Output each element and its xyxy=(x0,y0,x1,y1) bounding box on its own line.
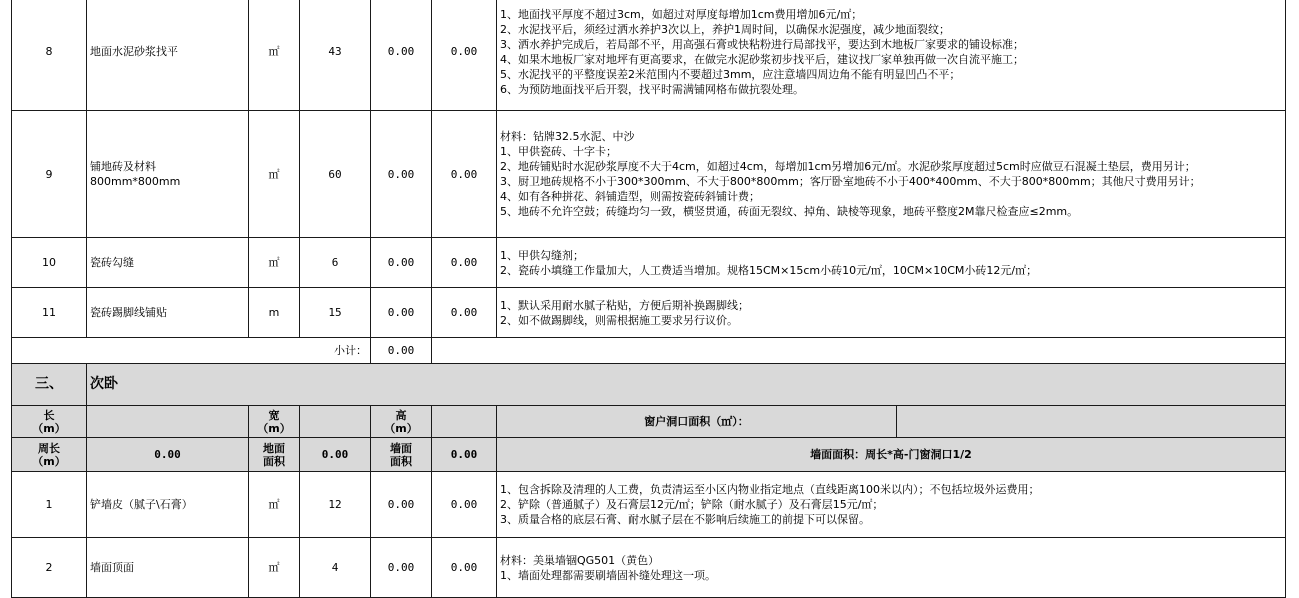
description-line: 1、甲供瓷砖、十字卡； xyxy=(500,145,617,158)
description-line: 1、甲供勾缝剂； xyxy=(500,248,584,262)
label-line: 宽 xyxy=(268,408,280,422)
dimensions-row xyxy=(12,406,1286,438)
description-line: 材料：美巢墙锢QG501（黄色） xyxy=(500,553,660,567)
cell-total[interactable]: 0.00 xyxy=(432,472,497,538)
cell-description[interactable] xyxy=(497,538,1286,598)
label-line: （m） xyxy=(32,421,66,435)
label-line: 长 xyxy=(43,408,55,422)
description-line: 6、为预防地面找平后开裂，找平时需满铺网格布做抗裂处理。 xyxy=(500,82,804,96)
cell-quantity[interactable]: 6 xyxy=(300,238,371,288)
window-area-label[interactable]: 窗户洞口面积（㎡）： xyxy=(497,406,897,438)
table-row xyxy=(12,472,1286,538)
description-line: 1、默认采用耐水腻子粘贴，方便后期补换踢脚线； xyxy=(500,298,749,312)
cell-unit[interactable]: ㎡ xyxy=(249,238,300,288)
cell-item-no[interactable]: 10 xyxy=(12,238,87,288)
cell-unit[interactable]: ㎡ xyxy=(249,111,300,238)
floor-area-label[interactable] xyxy=(249,438,300,472)
label-line: 面积 xyxy=(390,454,412,468)
cell-unit-price[interactable]: 0.00 xyxy=(371,288,432,338)
cell-item-no[interactable]: 8 xyxy=(12,0,87,111)
sheet-body xyxy=(12,0,1286,598)
length-label[interactable] xyxy=(12,406,87,438)
item-name-text: 瓷砖勾缝 xyxy=(90,256,134,269)
label-line: 地面 xyxy=(263,441,285,455)
cell-description[interactable] xyxy=(497,111,1286,238)
table-row xyxy=(12,238,1286,288)
wall-area-value[interactable]: 0.00 xyxy=(432,438,497,472)
width-value[interactable] xyxy=(300,406,371,438)
description-line: 2、如不做踢脚线，则需根据施工要求另行议价。 xyxy=(500,313,738,327)
length-value[interactable] xyxy=(87,406,249,438)
perimeter-label[interactable] xyxy=(12,438,87,472)
cell-item-no[interactable]: 9 xyxy=(12,111,87,238)
label-line: 高 xyxy=(395,408,407,422)
subtotal-label[interactable]: 小计： xyxy=(12,338,371,364)
cell-total[interactable]: 0.00 xyxy=(432,538,497,598)
cell-unit-price[interactable]: 0.00 xyxy=(371,238,432,288)
item-name-text: 铲墙皮（腻子\石膏） xyxy=(90,498,193,511)
cell-unit-price[interactable]: 0.00 xyxy=(371,472,432,538)
section-header-row xyxy=(12,364,1286,406)
subtotal-blank[interactable] xyxy=(432,338,1286,364)
cell-total[interactable]: 0.00 xyxy=(432,0,497,111)
height-label[interactable] xyxy=(371,406,432,438)
cell-unit[interactable]: m xyxy=(249,288,300,338)
description-line: 3、厨卫地砖规格不小于300*300mm、不大于800*800mm；客厅卧室地砖不小于400*400mm、不大于800*800mm；其他尺寸费用另计； xyxy=(500,175,1201,188)
table-row xyxy=(12,111,1286,238)
description-line: 4、如有各种拼花、斜铺造型，则需按瓷砖斜铺计费； xyxy=(500,190,760,203)
quotation-sheet xyxy=(11,0,1286,598)
description-line: 1、地面找平厚度不超过3cm，如超过对厚度每增加1cm费用增加6元/㎡； xyxy=(500,7,863,21)
section-title[interactable]: 次卧 xyxy=(87,364,1286,406)
height-value[interactable] xyxy=(432,406,497,438)
cell-item-name[interactable] xyxy=(87,238,249,288)
description-line: 2、瓷砖小填缝工作量加大，人工费适当增加。规格15CM×15cm小砖10元/㎡，10CM×10CM小砖12元/㎡； xyxy=(500,263,1038,277)
cell-unit-price[interactable]: 0.00 xyxy=(371,111,432,238)
cell-item-no[interactable]: 11 xyxy=(12,288,87,338)
description-line: 3、洒水养护完成后，若局部不平，用高强石膏或快粘粉进行局部找平，要达到木地板厂家要求的铺设标准； xyxy=(500,37,1024,51)
label-line: （m） xyxy=(32,454,66,468)
cell-unit[interactable]: ㎡ xyxy=(249,472,300,538)
cell-unit[interactable]: ㎡ xyxy=(249,538,300,598)
cell-item-name[interactable] xyxy=(87,288,249,338)
window-area-value[interactable] xyxy=(897,406,1286,438)
cell-unit-price[interactable]: 0.00 xyxy=(371,0,432,111)
label-line: （m） xyxy=(257,421,291,435)
cell-unit[interactable]: ㎡ xyxy=(249,0,300,111)
item-name-text: 铺地砖及材料 xyxy=(90,160,156,173)
cell-quantity[interactable]: 43 xyxy=(300,0,371,111)
wall-area-formula[interactable]: 墙面面积：周长*高-门窗洞口1/2 xyxy=(497,438,1286,472)
cell-total[interactable]: 0.00 xyxy=(432,238,497,288)
description-line: 2、铲除（普通腻子）及石膏层12元/㎡；铲除（耐水腻子）及石膏层15元/㎡； xyxy=(500,498,884,511)
cell-description[interactable] xyxy=(497,238,1286,288)
description-line: 3、质量合格的底层石膏、耐水腻子层在不影响后续施工的前提下可以保留。 xyxy=(500,513,870,526)
cell-quantity[interactable]: 15 xyxy=(300,288,371,338)
cell-item-no[interactable]: 2 xyxy=(12,538,87,598)
label-line: 墙面 xyxy=(390,441,412,455)
label-line: 周长 xyxy=(38,441,60,455)
description-line: 1、包含拆除及清理的人工费，负责清运至小区内物业指定地点（直线距离100米以内）；不包括垃圾外运费用； xyxy=(500,483,1040,496)
label-line: （m） xyxy=(384,421,418,435)
wall-area-label[interactable] xyxy=(371,438,432,472)
cell-unit-price[interactable]: 0.00 xyxy=(371,538,432,598)
area-row xyxy=(12,438,1286,472)
section-index[interactable]: 三、 xyxy=(12,364,87,406)
cell-description[interactable] xyxy=(497,472,1286,538)
floor-area-value[interactable]: 0.00 xyxy=(300,438,371,472)
description-line: 1、墙面处理都需要刷墙固补缝处理这一项。 xyxy=(500,568,716,582)
cell-quantity[interactable]: 4 xyxy=(300,538,371,598)
right-gutter xyxy=(1286,0,1299,572)
cell-quantity[interactable]: 12 xyxy=(300,472,371,538)
cell-item-name[interactable] xyxy=(87,538,249,598)
description-line: 2、水泥找平后，须经过洒水养护3次以上，养护1周时间，以确保水泥强度，减少地面裂纹； xyxy=(500,22,950,36)
cell-total[interactable]: 0.00 xyxy=(432,288,497,338)
description-line: 2、地砖铺贴时水泥砂浆厚度不大于4cm，如超过4cm，每增加1cm另增加6元/㎡。水泥砂浆厚度超过5cm时应做豆石混凝土垫层，费用另计； xyxy=(500,160,1196,173)
perimeter-value[interactable]: 0.00 xyxy=(87,438,249,472)
item-name-text: 墙面顶面 xyxy=(90,561,134,574)
cell-total[interactable]: 0.00 xyxy=(432,111,497,238)
description-line: 材料：钻牌32.5水泥、中沙 xyxy=(500,130,635,143)
cell-item-name[interactable] xyxy=(87,472,249,538)
cell-item-no[interactable]: 1 xyxy=(12,472,87,538)
subtotal-row xyxy=(12,338,1286,364)
table-row xyxy=(12,0,1286,111)
subtotal-value[interactable]: 0.00 xyxy=(371,338,432,364)
description-line: 5、水泥找平的平整度误差2米范围内不要超过3mm，应注意墙四周边角不能有明显凹凸不平； xyxy=(500,67,961,81)
description-line: 5、地砖不允许空鼓；砖缝均匀一致，横竖贯通，砖面无裂纹、掉角、缺棱等现象，地砖平整度2M靠尺检查应≤2mm。 xyxy=(500,205,1079,218)
item-name-text: 瓷砖踢脚线铺贴 xyxy=(90,306,167,319)
item-name-text: 地面水泥砂浆找平 xyxy=(90,45,178,58)
cell-item-name[interactable] xyxy=(87,111,249,238)
cell-quantity[interactable]: 60 xyxy=(300,111,371,238)
cell-description[interactable] xyxy=(497,0,1286,111)
cell-item-name[interactable] xyxy=(87,0,249,111)
width-label[interactable] xyxy=(249,406,300,438)
description-line: 4、如果木地板厂家对地坪有更高要求，在做完水泥砂浆初步找平后，建议找厂家单独再做一次自流平施工； xyxy=(500,52,1024,66)
item-spec-text: 800mm*800mm xyxy=(90,175,181,188)
label-line: 面积 xyxy=(263,454,285,468)
table-row xyxy=(12,538,1286,598)
cell-description[interactable] xyxy=(497,288,1286,338)
table-row xyxy=(12,288,1286,338)
